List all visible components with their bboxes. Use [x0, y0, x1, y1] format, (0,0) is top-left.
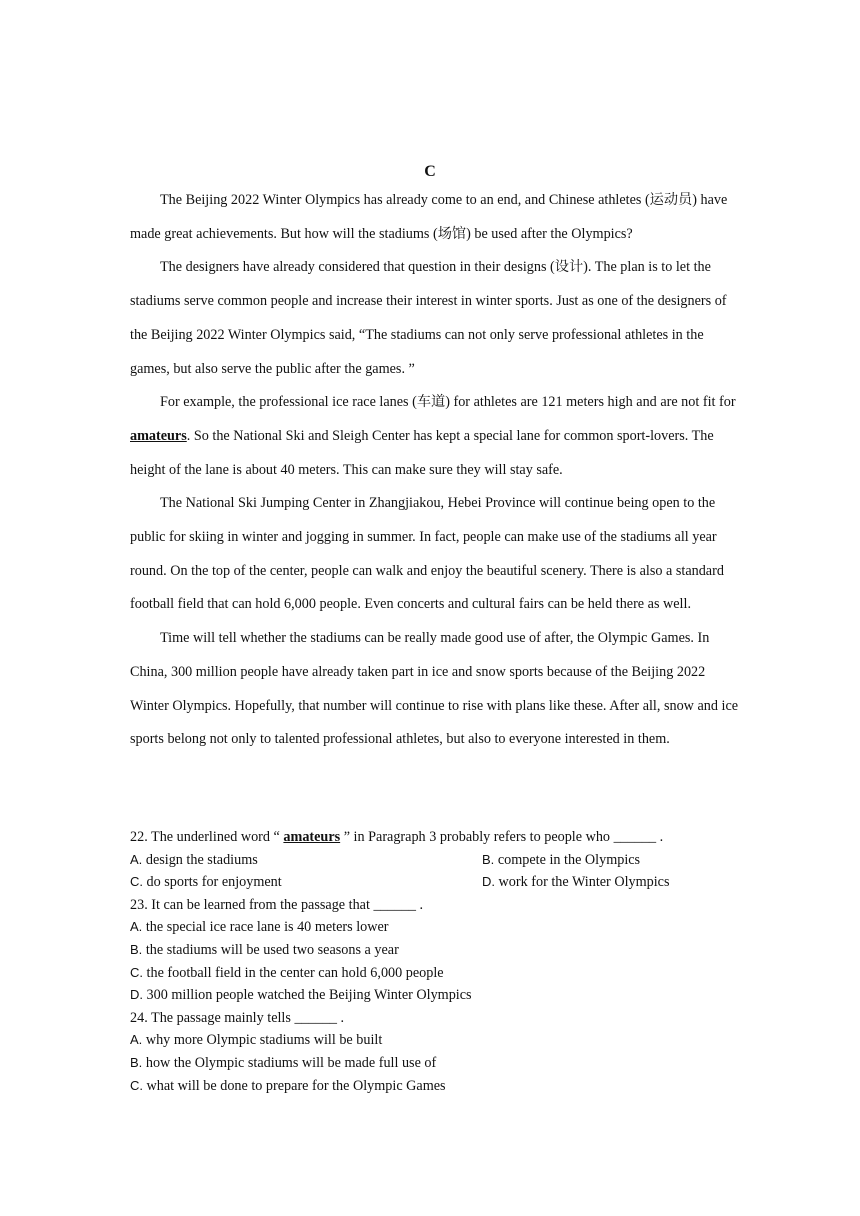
- paragraph-3-text-start: For example, the professional ice race lanes (车道) for athletes are 121 meters high and are not fit for: [160, 394, 736, 411]
- option-text: what will be done to prepare for the Olympic Games: [143, 1077, 446, 1094]
- option-label: B.: [130, 1054, 143, 1070]
- question-22-stem-end: ” in Paragraph 3 probably refers to people who ______ .: [340, 829, 664, 845]
- underlined-word: amateurs: [130, 427, 187, 444]
- question-22-option-a[interactable]: [130, 849, 482, 872]
- option-label: A.: [130, 851, 143, 867]
- paragraph-2: The designers have already considered that question in their designs (设计). The plan is to let the stadiums serve common people and increase their interest in winter sports. Just as one of the designers of the Beijing 2022 Winter Olympics said, “The stadiums can not only serve professional athletes in the games, but also serve the public after the games. ”: [130, 259, 727, 377]
- question-23-option-a[interactable]: [130, 916, 740, 939]
- option-label: C.: [130, 874, 143, 890]
- option-label: A.: [130, 919, 143, 935]
- option-text: design the stadiums: [142, 851, 258, 868]
- option-text: the special ice race lane is 40 meters lower: [142, 919, 389, 936]
- question-23-option-d[interactable]: [130, 984, 740, 1007]
- paragraph-4: The National Ski Jumping Center in Zhangjiakou, Hebei Province will continue being open to the public for skiing in winter and jogging in summer. In fact, people can make use of the stadiums all year round. On the top of the center, people can walk and enjoy the beautiful scenery. There is also a standard football field that can hold 6,000 people. Even concerts and cultural fairs can be held there as well.: [130, 495, 724, 613]
- option-label: B.: [482, 851, 495, 867]
- option-label: C.: [130, 964, 143, 980]
- option-text: why more Olympic stadiums will be built: [142, 1032, 383, 1049]
- question-22-stem-start: 22. The underlined word “: [130, 829, 284, 845]
- option-text: how the Olympic stadiums will be made full use of: [142, 1054, 437, 1071]
- question-24-option-c[interactable]: [130, 1075, 740, 1098]
- question-23-option-b[interactable]: [130, 939, 740, 962]
- option-label: C.: [130, 1077, 143, 1093]
- question-22-option-c[interactable]: [130, 871, 482, 894]
- option-text: the stadiums will be used two seasons a year: [142, 941, 399, 958]
- question-24-option-b[interactable]: [130, 1052, 740, 1075]
- paragraph-3: [130, 386, 740, 487]
- option-text: 300 million people watched the Beijing Winter Olympics: [143, 987, 472, 1004]
- option-label: D.: [130, 987, 143, 1003]
- option-label: D.: [482, 874, 495, 890]
- option-text: the football field in the center can hold 6,000 people: [143, 964, 444, 981]
- question-22-option-d[interactable]: [482, 871, 740, 894]
- paragraph-5: Time will tell whether the stadiums can be really made good use of after, the Olympic Games. In China, 300 million people have already taken part in ice and snow sports because of the Beijing 2022 Winter Olympics. Hopefully, that number will continue to rise with plans like these. After all, snow and ice sports belong not only to talented professional athletes, but also to everyone interested in them.: [130, 630, 739, 748]
- question-23-stem: 23. It can be learned from the passage that ______ .: [130, 896, 424, 913]
- question-22-options-row-1: [130, 849, 740, 872]
- question-23-option-c[interactable]: [130, 962, 740, 985]
- question-list: [130, 826, 740, 1097]
- question-24-option-a[interactable]: [130, 1029, 740, 1052]
- question-24-stem: 24. The passage mainly tells ______ .: [130, 1009, 345, 1026]
- reading-passage: [130, 184, 740, 757]
- paragraph-3-text-end: . So the National Ski and Sleigh Center has kept a special lane for common sport-lovers. The height of the lane is about 40 meters. This can make sure they will stay safe.: [130, 427, 714, 478]
- option-label: A.: [130, 1032, 143, 1048]
- question-22-option-b[interactable]: [482, 849, 740, 872]
- paragraph-1: The Beijing 2022 Winter Olympics has already come to an end, and Chinese athletes (运动员) have made great achievements. But how will the stadiums (场馆) be used after the Olympics?: [130, 192, 728, 242]
- section-title: C: [424, 163, 436, 180]
- question-22-options-row-2: [130, 871, 740, 894]
- option-text: compete in the Olympics: [494, 851, 641, 868]
- question-22-stem: [130, 826, 740, 849]
- option-label: B.: [130, 941, 143, 957]
- option-text: work for the Winter Olympics: [495, 874, 670, 891]
- option-text: do sports for enjoyment: [143, 874, 282, 891]
- question-22-underlined-word: amateurs: [283, 829, 341, 845]
